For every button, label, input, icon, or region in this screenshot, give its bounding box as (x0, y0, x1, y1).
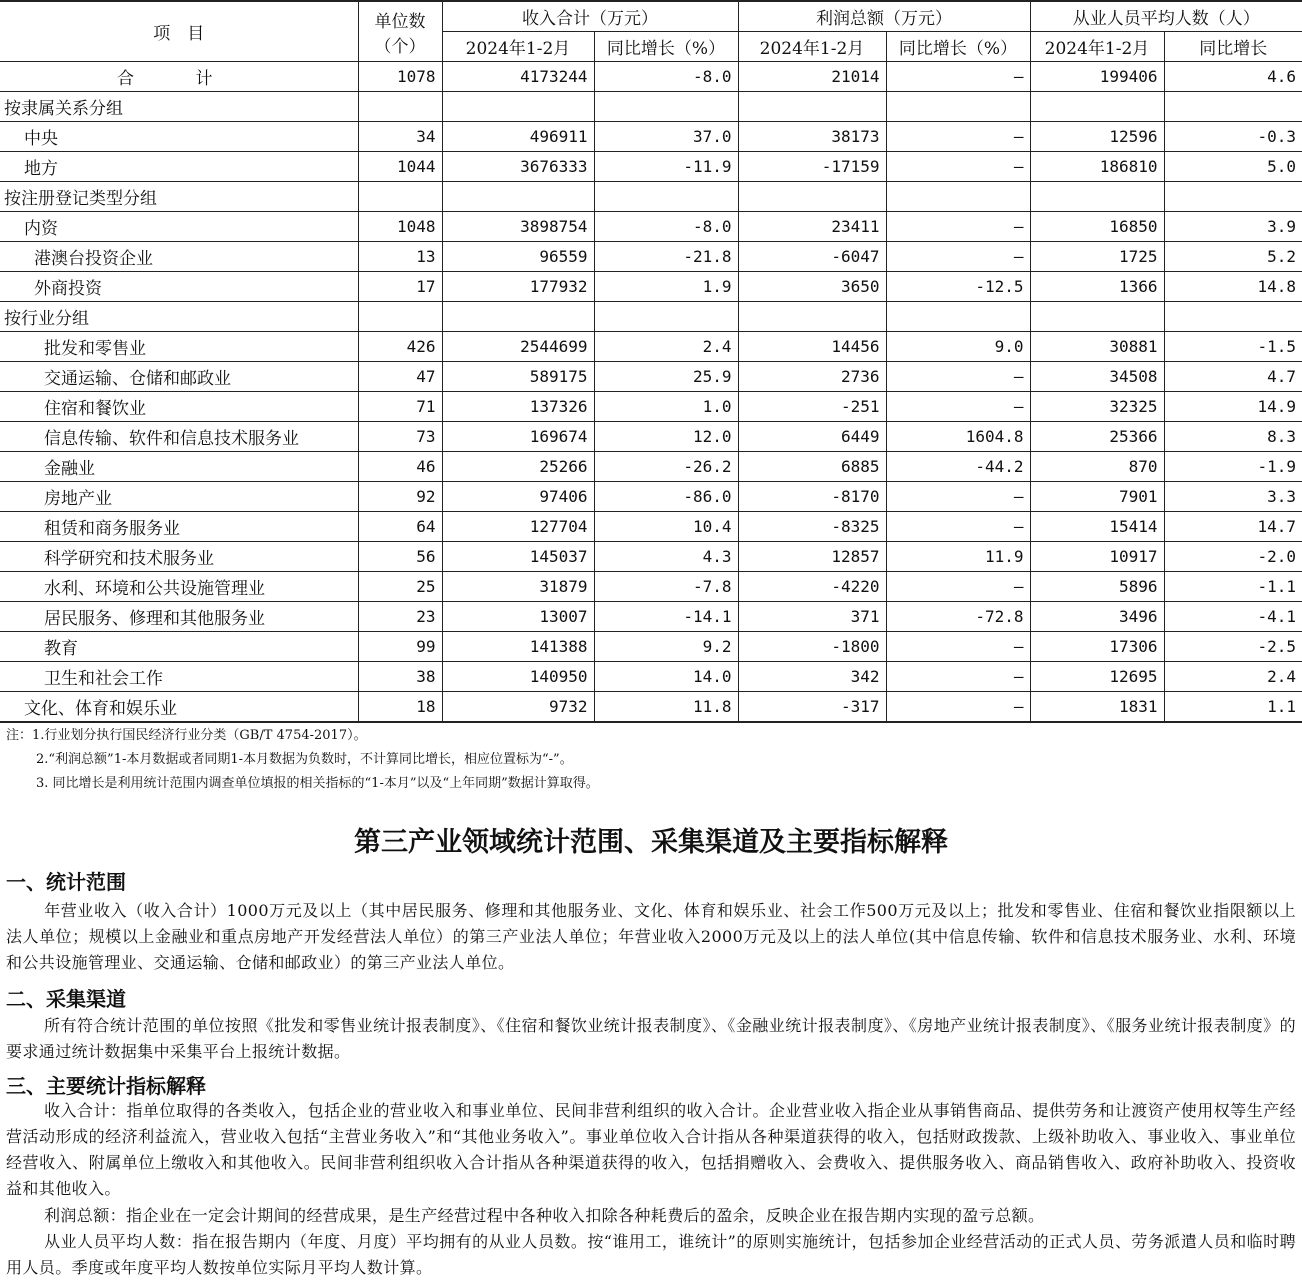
section-heading-scope: 一、统计范围 (6, 870, 126, 894)
profit-yoy-cell: – (886, 392, 1030, 422)
table-row (0, 482, 1302, 512)
revenue-yoy-cell: 4.3 (594, 542, 738, 572)
employees-yoy-cell: -4.1 (1164, 602, 1302, 632)
revenue-cell: 4173244 (442, 62, 594, 92)
profit-yoy-cell: – (886, 212, 1030, 242)
units-cell: 46 (358, 452, 442, 482)
row-label: 地方 (0, 152, 358, 182)
table-row (0, 332, 1302, 362)
revenue-yoy-cell: 2.4 (594, 332, 738, 362)
profit-cell: -17159 (738, 152, 886, 182)
profit-cell: 3650 (738, 272, 886, 302)
units-cell: 71 (358, 392, 442, 422)
revenue-yoy-cell: 1.0 (594, 392, 738, 422)
profit-yoy-cell: – (886, 62, 1030, 92)
units-cell: 47 (358, 362, 442, 392)
table-header (0, 1, 1302, 62)
table-row (0, 92, 1302, 122)
revenue-yoy-cell (594, 92, 738, 122)
indicator-employees (6, 1229, 1296, 1281)
table-row (0, 542, 1302, 572)
profit-cell: -8325 (738, 512, 886, 542)
revenue-yoy-cell: -14.1 (594, 602, 738, 632)
revenue-cell: 141388 (442, 632, 594, 662)
revenue-cell: 3898754 (442, 212, 594, 242)
units-cell: 18 (358, 692, 442, 723)
employees-cell: 1366 (1030, 272, 1164, 302)
revenue-cell: 140950 (442, 662, 594, 692)
profit-yoy-cell (886, 92, 1030, 122)
profit-yoy-cell: – (886, 692, 1030, 723)
employees-cell (1030, 302, 1164, 332)
units-cell: 1078 (358, 62, 442, 92)
employees-cell (1030, 92, 1164, 122)
revenue-cell: 31879 (442, 572, 594, 602)
table-row (0, 662, 1302, 692)
revenue-cell: 2544699 (442, 332, 594, 362)
revenue-cell: 177932 (442, 272, 594, 302)
table-row (0, 422, 1302, 452)
profit-cell: 2736 (738, 362, 886, 392)
employees-yoy-cell: 14.8 (1164, 272, 1302, 302)
employees-yoy-cell: -2.0 (1164, 542, 1302, 572)
row-label: 住宿和餐饮业 (0, 392, 358, 422)
section-text-channel (6, 1013, 1296, 1065)
header-revenue-period: 2024年1-2月 (442, 32, 594, 62)
revenue-cell: 145037 (442, 542, 594, 572)
revenue-cell: 169674 (442, 422, 594, 452)
units-cell: 34 (358, 122, 442, 152)
header-revenue-yoy: 同比增长（%） (594, 32, 738, 62)
profit-yoy-cell: – (886, 512, 1030, 542)
revenue-yoy-cell: -21.8 (594, 242, 738, 272)
revenue-yoy-cell: -7.8 (594, 572, 738, 602)
table-row (0, 512, 1302, 542)
profit-cell: 371 (738, 602, 886, 632)
header-employee-yoy: 同比增长 (1164, 32, 1302, 62)
header-units-line2: （个） (374, 36, 426, 57)
indicator-revenue (6, 1098, 1296, 1202)
units-cell: 17 (358, 272, 442, 302)
employees-cell: 3496 (1030, 602, 1164, 632)
indicator-revenue-text: 收入合计：指单位取得的各类收入，包括企业的营业收入和事业单位、民间非营利组织的收入合计。企业营业收入指企业从事销售商品、提供劳务和让渡资产使用权等生产经营活动形成的经济利益流入，营业收入包括“主营业务收入”和“其他业务收入”。事业单位收入合计指从各种渠道获得的收入，包括财政拨款、上级补助收入、事业收入、事业单位经营收入、附属单位上缴收入和其他收入。民间非营利组织收入合计指从各种渠道获得的收入，包括捐赠收入、会费收入、提供服务收入、商品销售收入、政府补助收入、投资收益和其他收入。 (6, 1101, 1296, 1198)
row-label: 港澳台投资企业 (0, 242, 358, 272)
row-label: 水利、环境和公共设施管理业 (0, 572, 358, 602)
profit-yoy-cell: 1604.8 (886, 422, 1030, 452)
units-cell (358, 302, 442, 332)
revenue-yoy-cell: -26.2 (594, 452, 738, 482)
employees-cell: 32325 (1030, 392, 1164, 422)
employees-cell: 16850 (1030, 212, 1164, 242)
row-label: 科学研究和技术服务业 (0, 542, 358, 572)
row-label: 教育 (0, 632, 358, 662)
revenue-yoy-cell: 11.8 (594, 692, 738, 723)
header-profit-period: 2024年1-2月 (738, 32, 886, 62)
employees-yoy-cell: 4.7 (1164, 362, 1302, 392)
units-cell: 56 (358, 542, 442, 572)
employees-yoy-cell: 4.6 (1164, 62, 1302, 92)
indicator-profit-text: 利润总额：指企业在一定会计期间的经营成果，是生产经营过程中各种收入扣除各种耗费后的盈余，反映企业在报告期内实现的盈亏总额。 (44, 1206, 1045, 1225)
table-row (0, 272, 1302, 302)
table-body (0, 62, 1302, 723)
row-label: 卫生和社会工作 (0, 662, 358, 692)
row-label: 批发和零售业 (0, 332, 358, 362)
section-heading-channel: 二、采集渠道 (6, 987, 126, 1011)
revenue-cell: 589175 (442, 362, 594, 392)
employees-cell: 199406 (1030, 62, 1164, 92)
profit-cell (738, 182, 886, 212)
row-label: 信息传输、软件和信息技术服务业 (0, 422, 358, 452)
profit-cell: -317 (738, 692, 886, 723)
revenue-yoy-cell: 1.9 (594, 272, 738, 302)
profit-yoy-cell: 11.9 (886, 542, 1030, 572)
employees-cell: 30881 (1030, 332, 1164, 362)
employees-yoy-cell: -2.5 (1164, 632, 1302, 662)
table-row (0, 182, 1302, 212)
profit-yoy-cell (886, 302, 1030, 332)
revenue-yoy-cell: 25.9 (594, 362, 738, 392)
revenue-yoy-cell: -8.0 (594, 62, 738, 92)
section-text-scope (6, 898, 1296, 976)
revenue-yoy-cell: 14.0 (594, 662, 738, 692)
revenue-cell: 96559 (442, 242, 594, 272)
channel-text: 所有符合统计范围的单位按照《批发和零售业统计报表制度》、《住宿和餐饮业统计报表制度》、《金融业统计报表制度》、《房地产业统计报表制度》、《服务业统计报表制度》的要求通过统计数据集中采集平台上报统计数据。 (6, 1016, 1296, 1061)
header-employee-group: 从业人员平均人数（人） (1030, 1, 1302, 32)
units-cell: 38 (358, 662, 442, 692)
note-3: 3. 同比增长是利用统计范围内调查单位填报的相关指标的“1-本月”以及“上年同期”数据计算取得。 (36, 776, 599, 791)
units-cell: 23 (358, 602, 442, 632)
profit-cell: 23411 (738, 212, 886, 242)
profit-yoy-cell: – (886, 572, 1030, 602)
profit-yoy-cell: – (886, 242, 1030, 272)
units-cell: 25 (358, 572, 442, 602)
employees-yoy-cell: 1.1 (1164, 692, 1302, 723)
revenue-cell: 13007 (442, 602, 594, 632)
row-label: 按行业分组 (0, 302, 358, 332)
row-label: 居民服务、修理和其他服务业 (0, 602, 358, 632)
employees-cell: 7901 (1030, 482, 1164, 512)
table-row (0, 122, 1302, 152)
profit-yoy-cell: -44.2 (886, 452, 1030, 482)
profit-yoy-cell: – (886, 152, 1030, 182)
note-1: 注：1.行业划分执行国民经济行业分类（GB/T 4754-2017）。 (6, 728, 367, 743)
units-cell: 73 (358, 422, 442, 452)
revenue-yoy-cell: -8.0 (594, 212, 738, 242)
revenue-cell: 25266 (442, 452, 594, 482)
table-row (0, 392, 1302, 422)
employees-cell: 1831 (1030, 692, 1164, 723)
row-label: 房地产业 (0, 482, 358, 512)
employees-cell: 1725 (1030, 242, 1164, 272)
employees-yoy-cell: 5.2 (1164, 242, 1302, 272)
profit-cell: 6449 (738, 422, 886, 452)
header-revenue-group: 收入合计（万元） (442, 1, 738, 32)
profit-cell: -1800 (738, 632, 886, 662)
revenue-cell: 496911 (442, 122, 594, 152)
units-cell: 92 (358, 482, 442, 512)
header-item: 项 目 (0, 1, 358, 62)
row-label: 按隶属关系分组 (0, 92, 358, 122)
table-row (0, 212, 1302, 242)
table-row (0, 692, 1302, 723)
table-row (0, 302, 1302, 332)
revenue-yoy-cell: 9.2 (594, 632, 738, 662)
employees-cell (1030, 182, 1164, 212)
units-cell (358, 92, 442, 122)
employees-yoy-cell (1164, 92, 1302, 122)
row-label: 租赁和商务服务业 (0, 512, 358, 542)
profit-yoy-cell (886, 182, 1030, 212)
revenue-cell (442, 182, 594, 212)
header-employee-period: 2024年1-2月 (1030, 32, 1164, 62)
table-notes (6, 724, 599, 796)
profit-cell: -8170 (738, 482, 886, 512)
employees-yoy-cell: 3.3 (1164, 482, 1302, 512)
units-cell: 99 (358, 632, 442, 662)
document-title: 第三产业领域统计范围、采集渠道及主要指标解释 (354, 827, 948, 858)
profit-cell: -4220 (738, 572, 886, 602)
revenue-yoy-cell (594, 302, 738, 332)
indicator-employees-text: 从业人员平均人数：指在报告期内（年度、月度）平均拥有的从业人员数。按“谁用工，谁统计”的原则实施统计，包括参加企业经营活动的正式人员、劳务派遣人员和临时聘用人员。季度或年度平均人数按单位实际月平均人数计算。 (6, 1232, 1296, 1277)
header-units (358, 1, 442, 62)
table-row (0, 602, 1302, 632)
revenue-cell: 137326 (442, 392, 594, 422)
employees-cell: 5896 (1030, 572, 1164, 602)
employees-yoy-cell (1164, 302, 1302, 332)
header-units-line1: 单位数 (374, 11, 426, 32)
employees-cell: 10917 (1030, 542, 1164, 572)
units-cell: 426 (358, 332, 442, 362)
employees-cell: 25366 (1030, 422, 1164, 452)
employees-yoy-cell: 14.7 (1164, 512, 1302, 542)
profit-yoy-cell: – (886, 662, 1030, 692)
row-label: 中央 (0, 122, 358, 152)
profit-cell (738, 92, 886, 122)
revenue-yoy-cell (594, 182, 738, 212)
profit-cell: 6885 (738, 452, 886, 482)
employees-yoy-cell: 3.9 (1164, 212, 1302, 242)
row-label: 文化、体育和娱乐业 (0, 692, 358, 723)
note-2: 2.“利润总额”1-本月数据或者同期1-本月数据为负数时，不计算同比增长，相应位置标为“-”。 (36, 752, 573, 767)
units-cell: 64 (358, 512, 442, 542)
employees-cell: 186810 (1030, 152, 1164, 182)
employees-yoy-cell: -1.5 (1164, 332, 1302, 362)
employees-yoy-cell: 14.9 (1164, 392, 1302, 422)
row-label: 外商投资 (0, 272, 358, 302)
employees-yoy-cell: 2.4 (1164, 662, 1302, 692)
revenue-cell: 9732 (442, 692, 594, 723)
profit-cell: 342 (738, 662, 886, 692)
units-cell: 1044 (358, 152, 442, 182)
units-cell: 13 (358, 242, 442, 272)
employees-yoy-cell (1164, 182, 1302, 212)
employees-yoy-cell: -0.3 (1164, 122, 1302, 152)
revenue-cell: 97406 (442, 482, 594, 512)
revenue-cell (442, 302, 594, 332)
profit-cell: -6047 (738, 242, 886, 272)
employees-yoy-cell: 5.0 (1164, 152, 1302, 182)
revenue-yoy-cell: -86.0 (594, 482, 738, 512)
revenue-yoy-cell: 10.4 (594, 512, 738, 542)
employees-cell: 12596 (1030, 122, 1164, 152)
scope-text: 年营业收入（收入合计）1000万元及以上（其中居民服务、修理和其他服务业、文化、体育和娱乐业、社会工作500万元及以上；批发和零售业、住宿和餐饮业指限额以上法人单位；规模以上金融业和重点房地产开发经营法人单位）的第三产业法人单位；年营业收入2000万元及以上的法人单位(其中信息传输、软件和信息技术服务业、水利、环境和公共设施管理业、交通运输、仓储和邮政业）的第三产业法人单位。 (6, 901, 1296, 972)
profit-cell: 12857 (738, 542, 886, 572)
employees-cell: 870 (1030, 452, 1164, 482)
table-row (0, 632, 1302, 662)
row-label: 金融业 (0, 452, 358, 482)
employees-yoy-cell: -1.1 (1164, 572, 1302, 602)
table-row (0, 242, 1302, 272)
table-row (0, 362, 1302, 392)
revenue-cell: 127704 (442, 512, 594, 542)
employees-cell: 34508 (1030, 362, 1164, 392)
units-cell: 1048 (358, 212, 442, 242)
row-label: 合 计 (0, 62, 358, 92)
profit-cell: -251 (738, 392, 886, 422)
table-row (0, 152, 1302, 182)
row-label: 内资 (0, 212, 358, 242)
section-heading-indicators: 三、主要统计指标解释 (6, 1074, 206, 1098)
employees-cell: 12695 (1030, 662, 1164, 692)
profit-yoy-cell: – (886, 482, 1030, 512)
revenue-yoy-cell: 12.0 (594, 422, 738, 452)
revenue-yoy-cell: 37.0 (594, 122, 738, 152)
profit-cell: 14456 (738, 332, 886, 362)
indicator-profit (6, 1203, 1296, 1229)
revenue-yoy-cell: -11.9 (594, 152, 738, 182)
profit-cell: 21014 (738, 62, 886, 92)
table-row (0, 452, 1302, 482)
profit-yoy-cell: – (886, 362, 1030, 392)
employees-yoy-cell: -1.9 (1164, 452, 1302, 482)
table-row (0, 572, 1302, 602)
header-profit-yoy: 同比增长（%） (886, 32, 1030, 62)
profit-cell: 38173 (738, 122, 886, 152)
profit-cell (738, 302, 886, 332)
row-label: 交通运输、仓储和邮政业 (0, 362, 358, 392)
employees-cell: 17306 (1030, 632, 1164, 662)
employees-cell: 15414 (1030, 512, 1164, 542)
profit-yoy-cell: 9.0 (886, 332, 1030, 362)
profit-yoy-cell: – (886, 632, 1030, 662)
profit-yoy-cell: – (886, 122, 1030, 152)
units-cell (358, 182, 442, 212)
header-profit-group: 利润总额（万元） (738, 1, 1030, 32)
row-label: 按注册登记类型分组 (0, 182, 358, 212)
table-row (0, 62, 1302, 92)
profit-yoy-cell: -12.5 (886, 272, 1030, 302)
revenue-cell (442, 92, 594, 122)
profit-yoy-cell: -72.8 (886, 602, 1030, 632)
employees-yoy-cell: 8.3 (1164, 422, 1302, 452)
revenue-cell: 3676333 (442, 152, 594, 182)
